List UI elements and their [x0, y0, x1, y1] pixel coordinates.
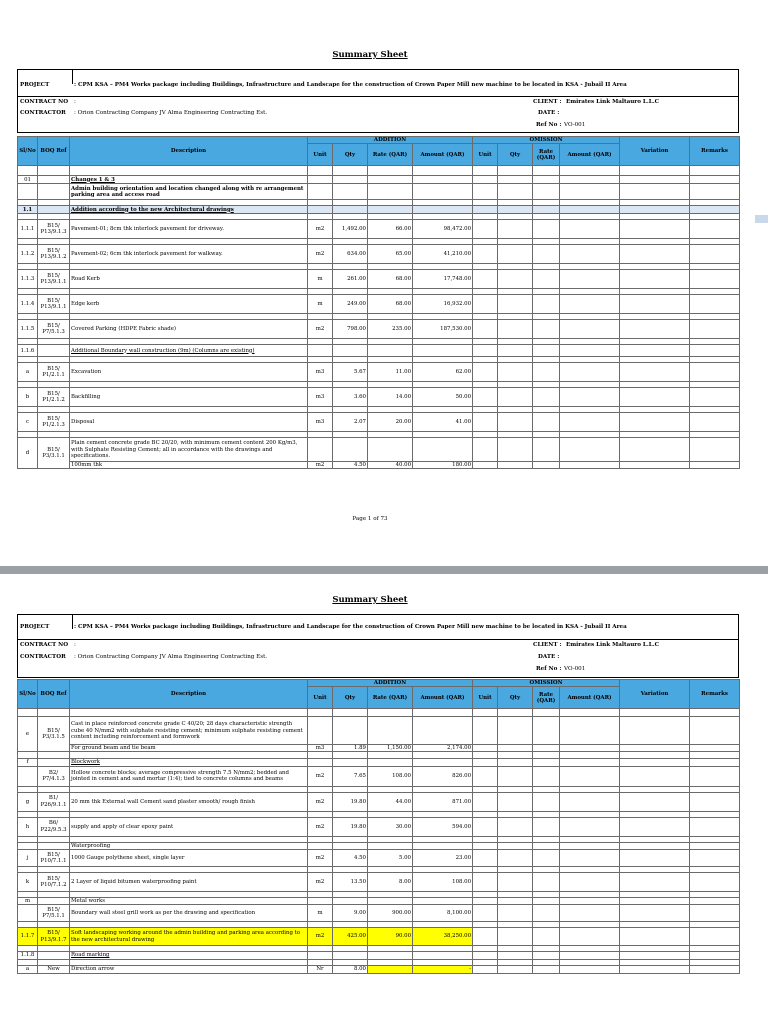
table-row: 100mm thk m2 4.50 40.00 180.00: [18, 462, 740, 469]
table-row-highlighted: 1.1.7 B15/ P13/9.1.7 Soft landscaping working around the admin building and parking area according to the new architectural drawing m2 425.00 90.00 38,250.00: [18, 928, 740, 946]
table-row: m Metal works: [18, 897, 740, 904]
table-row: d B15/ P3/3.1.1 Plain cement concrete grade BC 20/20, with minimum cement content 200 Kg/m3, with Sulphate Resisting Cement; all in accordance with the drawings and specifications.: [18, 438, 740, 462]
col-add-rate: Rate (QAR): [368, 144, 413, 166]
table-row: 1.1.4 B15/ P13/9.1.1 Edge kerb m 249.00 68.00 16,932.00: [18, 295, 740, 314]
project-label: PROJECT: [20, 624, 50, 630]
client-value: Emirates Link Maltauro L.L.C: [566, 99, 660, 105]
summary-sheet-title: Summary Sheet: [332, 50, 408, 60]
table-row: g B1/ P26/9.1.1 20 mm thk External wall Cement sand plaster smooth/ rough finish m2 19.80 44.00 871.00: [18, 792, 740, 811]
col-add-unit: Unit: [308, 144, 333, 166]
date-label: DATE :: [538, 654, 560, 660]
boq-table-page-1: [17, 136, 740, 469]
col-om-unit: Unit: [473, 144, 498, 166]
contract-no-label: CONTRACT NO: [20, 642, 69, 648]
table-row: 1.1.3 B15/ P13/9.1.1 Road Kerb m 261.00 68.00 17,748.00: [18, 270, 740, 289]
ref-no-value: VO-001: [564, 122, 586, 128]
summary-sheet-title: Summary Sheet: [332, 595, 408, 605]
client-label: CLIENT :: [533, 99, 562, 105]
table-row: 1.1.1 B15/ P13/9.1.3 Pavement-01; 8cm thk interlock pavement for driveway. m2 1,492.00 66.00 98,472.00: [18, 220, 740, 239]
table-row: B15/ P7/5.1.1 Boundary wall steel grill work as per the drawing and specification m 9.00 900.00 8,100.00: [18, 905, 740, 922]
table-row: For ground beam and tie beam m3 1.89 1,150.00 2,174.00: [18, 745, 740, 752]
col-boq-ref: BOQ Ref: [38, 680, 70, 709]
col-addition: ADDITION: [308, 137, 473, 144]
col-add-amount: Amount (QAR): [413, 144, 473, 166]
table-row: b B15/ P1/2.1.2 Backfilling m3 3.60 14.00 50.00: [18, 388, 740, 407]
table-row: 1.1 Addition according to the new Architectural drawings: [18, 206, 740, 214]
boq-table-page-2: Sl/No BOQ Ref Description ADDITION OMISSION Variation Remarks Unit Qty Rate (QAR) Amount (QAR) Unit Qty Rate (QAR) Amount (QAR) e B15/ P3/3.1.5 Cast in place reinforced concrete grade C 40/20; 28 days characteristic strength cube 40 N/mm2 with sulphate resisting cement; minimum sulphate resisting cement content including reinforcement and formwork For ground beam and tie beam m3 1.89 1,150.00 2,174.00 f Blockwork B2/ P7/4.1.3 Hollow concrete blocks; average compressive strength 7.5 N/mm2; bedded and jointed in cement and sand mortar (1:4); tied to concrete columns and beams m2 7.65 108.00 826.00 g B1/ P26/9.1.1 20 mm thk External wall Cement sand plaster smooth/ rough finish m2 19.80 44.00 871.00 h B6/ P22/9.5.3 supply and apply of clear epoxy paint m2 19.80 30.00 594.00 Waterproofing j B15/ P10/7.1.1 1000 Gauge polythene sheet, single layer m2 4.50 5.00 23.00 k B15/ P10/7.1.2 2 Layer of liquid bitumen waterproofing paint m2 13.50 8.00 108.00 m Metal works B15/ P7/5.1.1 Boundary wall steel grill work as per the drawing and specification m 9.00 900.00 8,100.00 1.1.7 B15/ P13/9.1.7 Soft landscaping working around the admin building and parking area according to the new architectural drawing m2 425.00 90.00 38,250.00 1.1.8 Road marking a New Direction arrow Nr 8.00 -: [17, 679, 740, 974]
col-sl: Sl/No: [18, 680, 38, 709]
table-row: j B15/ P10/7.1.1 1000 Gauge polythene sheet, single layer m2 4.50 5.00 23.00: [18, 849, 740, 866]
col-description: Description: [70, 680, 308, 709]
contractor-label: CONTRACTOR: [20, 654, 66, 660]
table-row: a New Direction arrow Nr 8.00 -: [18, 966, 740, 974]
contract-no-label: CONTRACT NO: [20, 99, 69, 105]
project-description: : CPM KSA – PM4 Works package including Buildings, Infrastructure and Landscape for the construction of Crown Paper Mill new machine to be located in KSA - Jubail II Area: [74, 82, 627, 88]
contractor-value: : Orion Contracting Company JV Alma Engineering Contracting Est.: [74, 654, 268, 660]
table-row: Waterproofing: [18, 842, 740, 849]
col-om-rate: Rate (QAR): [533, 144, 560, 166]
contract-no-value: :: [74, 642, 76, 648]
table-row: 1.1.6 Additional Boundary wall construction (9m) (Columns are existing): [18, 345, 740, 357]
client-value: Emirates Link Maltauro L.L.C: [566, 642, 660, 648]
table-row: 1.1.8 Road marking: [18, 952, 740, 960]
sheet-page-2: [0, 574, 768, 1024]
col-variation: Variation: [620, 137, 690, 166]
table-row: a B15/ P1/2.1.1 Excavation m3 5.67 11.00 62.00: [18, 363, 740, 382]
col-remarks: Remarks: [690, 137, 740, 166]
contractor-value: : Orion Contracting Company JV Alma Engineering Contracting Est.: [74, 110, 268, 116]
table-row: 01 Changes 1 & 3: [18, 176, 740, 184]
col-description: Description: [70, 137, 308, 166]
table-row: h B6/ P22/9.5.3 supply and apply of clear epoxy paint m2 19.80 30.00 594.00: [18, 817, 740, 836]
project-info-block: [17, 69, 739, 133]
table-row: 1.1.5 B15/ P7/5.1.3 Covered Parking (HDPE Fabric shade) m2 798.00 235.00 187,530.00: [18, 320, 740, 339]
col-om-amount: Amount (QAR): [560, 144, 620, 166]
project-description: : CPM KSA – PM4 Works package including Buildings, Infrastructure and Landscape for the construction of Crown Paper Mill new machine to be located in KSA - Jubail II Area: [74, 624, 627, 630]
table-row: Admin building orientation and location changed along with re arrangement parking area and access road: [18, 184, 740, 200]
col-boq-ref: BOQ Ref: [38, 137, 70, 166]
table-row: B2/ P7/4.1.3 Hollow concrete blocks; average compressive strength 7.5 N/mm2; bedded and jointed in cement and sand mortar (1:4); tied to concrete columns and beams m2 7.65 108.00 826.00: [18, 766, 740, 786]
col-omission: OMISSION: [473, 680, 620, 687]
client-label: CLIENT :: [533, 642, 562, 648]
col-add-qty: Qty: [333, 144, 368, 166]
project-label: PROJECT: [20, 82, 50, 88]
date-label: DATE :: [538, 110, 560, 116]
project-info-block: [17, 614, 739, 678]
table-row: f Blockwork: [18, 759, 740, 766]
ref-no-value: VO-001: [564, 666, 586, 672]
col-remarks: Remarks: [690, 680, 740, 709]
page-number: Page 1 of 73: [352, 516, 388, 522]
table-row: k B15/ P10/7.1.2 2 Layer of liquid bitumen waterproofing paint m2 13.50 8.00 108.00: [18, 872, 740, 891]
contractor-label: CONTRACTOR: [20, 110, 66, 116]
col-variation: Variation: [620, 680, 690, 709]
col-om-qty: Qty: [498, 144, 533, 166]
col-sl: Sl/No: [18, 137, 38, 166]
col-addition: ADDITION: [308, 680, 473, 687]
table-row: 1.1.2 B15/ P13/9.1.2 Pavement-02; 6cm thk interlock pavement for walkway. m2 634.00 65.00 41,210.00: [18, 245, 740, 264]
ref-no-label: Ref No :: [536, 122, 562, 128]
table-row: e B15/ P3/3.1.5 Cast in place reinforced concrete grade C 40/20; 28 days characteristic strength cube 40 N/mm2 with sulphate resisting cement; minimum sulphate resisting cement content including reinforcement and formwork: [18, 717, 740, 745]
contract-no-value: :: [74, 99, 76, 105]
col-omission: OMISSION: [473, 137, 620, 144]
table-row: c B15/ P1/2.1.3 Disposal m3 2.07 20.00 41.00: [18, 413, 740, 432]
ref-no-label: Ref No :: [536, 666, 562, 672]
